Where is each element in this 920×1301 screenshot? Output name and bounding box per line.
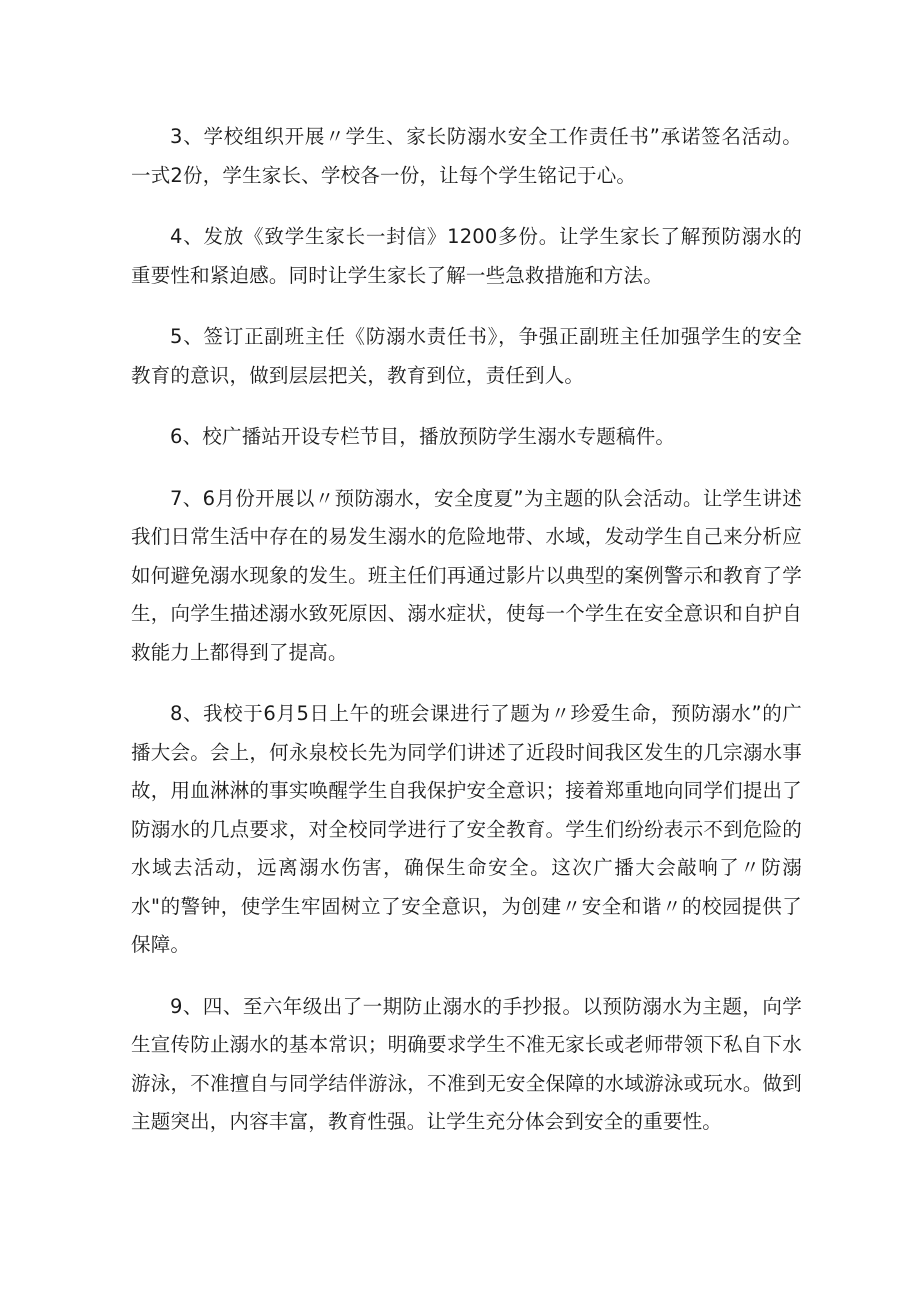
paragraph-item-8: 8、我校于6月5日上午的班会课进行了题为〃珍爱生命，预防溺水”的广播大会。会上，何永泉校长先为同学们讲述了近段时间我区发生的几宗溺水事故，用血淋淋的事实唤醒学生自我保护安全意识；接着郑重地向同学们提出了防溺水的几点要求，对全校同学进行了安全教育。学生们纷纷表示不到危险的水域去活动，远离溺水伤害，确保生命安全。这次广播大会敲响了〃防溺水"的警钟，使学生牢固树立了安全意识，为创建〃安全和谐〃的校园提供了保障。 bbox=[131, 702, 802, 956]
paragraph-item-4: 4、发放《致学生家长一封信》1200多份。让学生家长了解预防溺水的重要性和紧迫感。同时让学生家长了解一些急救措施和方法。 bbox=[131, 225, 802, 287]
paragraph-item-7: 7、6月份开展以〃预防溺水，安全度夏”为主题的队会活动。让学生讲述我们日常生活中存在的易发生溺水的危险地带、水域，发动学生自己来分析应如何避免溺水现象的发生。班主任们再通过影片以典型的案例警示和教育了学生，向学生描述溺水致死原因、溺水症状，使每一个学生在安全意识和自护自救能力上都得到了提高。 bbox=[131, 486, 802, 664]
paragraph-item-6: 6、校广播站开设专栏节目，播放预防学生溺水专题稿件。 bbox=[170, 425, 676, 448]
paragraph-item-9: 9、四、至六年级出了一期防止溺水的手抄报。以预防溺水为主题，向学生宣传防止溺水的基本常识；明确要求学生不准无家长或老师带领下私自下水游泳，不准擅自与同学结伴游泳，不准到无安全保障的水域游泳或玩水。做到主题突出，内容丰富，教育性强。让学生充分体会到安全的重要性。 bbox=[131, 994, 802, 1133]
paragraph-item-3: 3、学校组织开展〃学生、家长防溺水安全工作责任书”承诺签名活动。一式2份，学生家长、学校各一份，让每个学生铭记于心。 bbox=[131, 125, 802, 187]
paragraph-item-5: 5、签订正副班主任《防溺水责任书》，争强正副班主任加强学生的安全教育的意识，做到层层把关，教育到位，责任到人。 bbox=[131, 325, 802, 387]
